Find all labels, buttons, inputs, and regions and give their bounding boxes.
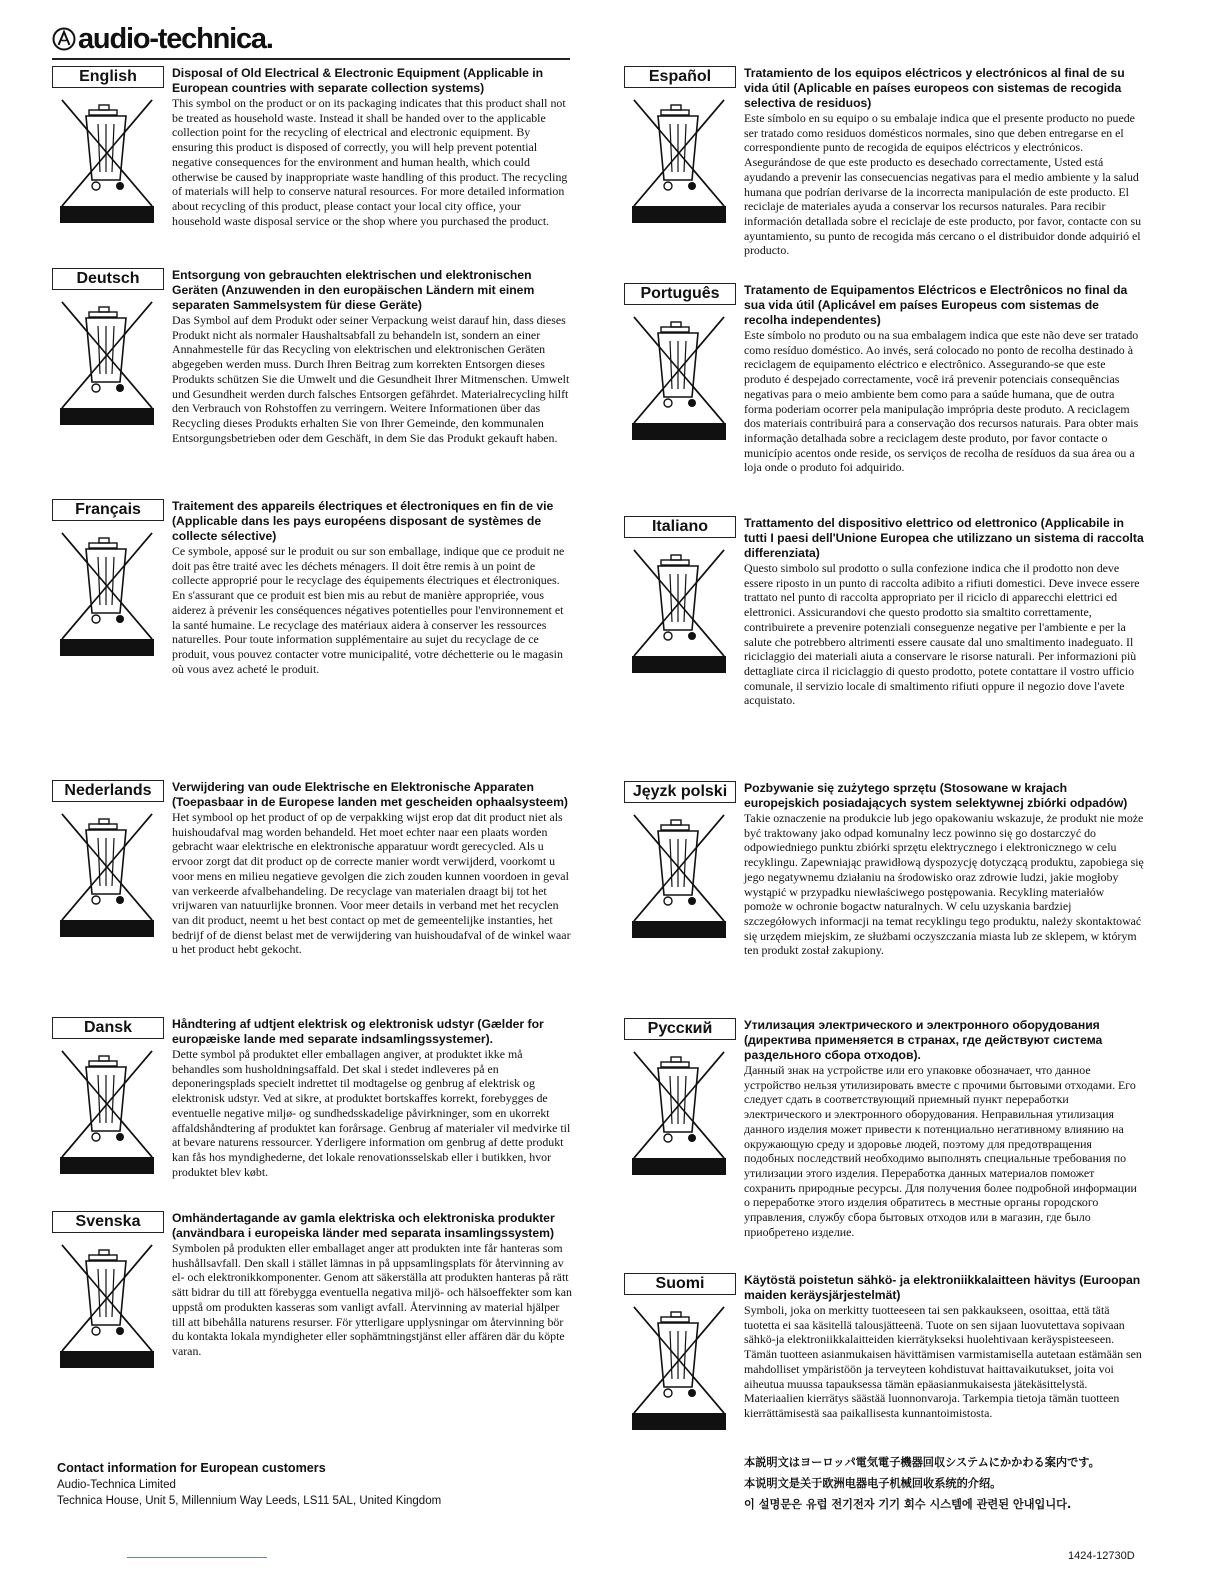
crossed-bin-icon: [58, 296, 156, 416]
crossed-bin-icon: [630, 1301, 728, 1421]
language-label: Jęyzk polski: [624, 781, 736, 803]
bin-underline-bar: [632, 206, 726, 223]
section-heading: Omhändertagande av gamla elektriska och elektroniska produkter (användbara i europeiska länder med separata insamlingssystem): [172, 1211, 555, 1240]
language-label: Suomi: [624, 1273, 736, 1295]
japanese-note: 本説明文はヨーロッパ電気電子機器回収システムにかかわる案内です。: [744, 1456, 1100, 1469]
language-label: Português: [624, 283, 736, 305]
section-body: Este símbolo no produto ou na sua embalagem indica que este não deve ser tratado como resíduo doméstico. Ao invés, será colocado no ponto de recolha destinado à reciclagem de equipamento eléctrico e electrônico. Assegurando-se que este produto é despejado correctamente, você irá prevenir potenciais consequências negativas para o meio ambiente bem como para a saúde humana, que de outra forma poderiam ocorrer pela manipulação imprópria deste produto. A reciclagem dos materiais contribuirá para a conservação dos recursos naturais. Para obter mais informação detalhada sobre a reciclagem deste produto, por favor contacte o município acentos onde reside, os serviços de recolha de resíduos da sua área ou a loja onde o produto foi adquirido.: [744, 328, 1139, 475]
language-label: Français: [52, 499, 164, 521]
language-label: Svenska: [52, 1211, 164, 1233]
brand-logo: audio-technica .: [52, 22, 274, 56]
section-heading: Disposal of Old Electrical & Electronic Equipment (Applicable in European countries with separate collection systems): [172, 66, 544, 95]
language-label: Dansk: [52, 1017, 164, 1039]
section-body: Ce symbole, apposé sur le produit ou sur son emballage, indique que ce produit ne doit pas être traité avec les déchets ménagers. Il doit être remis à un point de collecte approprié pour le recyclage des équipements électriques et électroniques. En s'assurant que ce produit est bien mis au rebut de manière appropriée, vous aiderez à prévenir les conséquences négatives potentielles pour l'environnement et la santé humaine. Le recyclage des matériaux aidera à conserver les ressources naturelles. Pour toute information supplémentaire au sujet du recyclage de ce produit, vous pouvez contacter votre municipalité, votre déchetterie ou le magasin où vous avez acheté le produit.: [172, 544, 565, 676]
section-body: Данный знак на устройстве или его упаковке обозначает, что данное устройство нельзя утилизировать вместе с прочими бытовыми отходами. Его следует сдать в соответствующий приемный пункт переработки электрического и электронного оборудования. Неправильная утилизация данного изделия может привести к потенциально негативному влиянию на окружающую среду и здоровье людей, поэтому для предотвращения подобных последствий необходимо выполнять специальные требования по утилизации этого изделия. Переработка данных материалов поможет сохранить природные ресурсы. Для получения более подробной информации о переработке этого изделия обратитесь в местные органы городского управления, службу сбора бытовых отходов или в магазин, где было приобретено изделие.: [744, 1063, 1137, 1239]
chinese-note: 本说明文是关于欧洲电器电子机械回收系统的介绍。: [744, 1477, 1002, 1490]
section-body: Das Symbol auf dem Produkt oder seiner Verpackung weist darauf hin, dass dieses Produkt nicht als normaler Haushaltsabfall zu behandeln ist, sondern an einer Annahmestelle für das Recycling von elektrischen und elektronischen Geräten abgegeben werden muss. Durch Ihren Beitrag zum korrekten Entsorgen dieses Produkts schützen Sie die Umwelt und die Gesundheit Ihrer Mitmenschen. Umwelt und Gesundheit werden durch falsches Entsorgen gefährdet. Materialrecycling hilft den Verbrauch von Rohstoffen zu verringern. Weitere Informationen über das Recycling dieses Produkts erhalten Sie von Ihrer Gemeinde, den kommunalen Entsorgungsbetrieben oder dem Geschäft, in dem Sie das Produkt gekauft haben.: [172, 313, 570, 445]
language-label: Español: [624, 66, 736, 88]
crossed-bin-icon: [630, 1046, 728, 1166]
bin-underline-bar: [60, 408, 154, 425]
bin-underline-bar: [632, 423, 726, 440]
section-heading: Tratamento de Equipamentos Eléctricos e Electrônicos no final da sua vida útil (Aplicável em países Europeus com sistemas de recolha independentes): [744, 283, 1128, 327]
section-heading: Trattamento del dispositivo elettrico od elettronico (Applicabile in tutti I paesi dell'Unione Europea che utilizzano un sistema di raccolta differenziata): [744, 516, 1144, 560]
crossed-bin-icon: [58, 527, 156, 647]
section-heading: Entsorgung von gebrauchten elektrischen und elektronischen Geräten (Anzuwenden in den europäischen Ländern mit einem separaten Sammelsystem für diese Geräte): [172, 268, 535, 312]
section-heading: Traitement des appareils électriques et électroniques en fin de vie (Applicable dans les pays européens disposant de systèmes de collecte sélective): [172, 499, 554, 543]
section-body: This symbol on the product or on its packaging indicates that this product shall not be treated as household waste. Instead it shall be handed over to the applicable collection point for the recycling of electrical and electronic equipment. By ensuring this product is disposed of correctly, you will help prevent potential negative consequences for the environment and human health, which could otherwise be caused by inappropriate waste handling of this product. The recycling of materials will help to conserve natural resources. For more detailed information about recycling of this product, please contact your local city office, your household waste disposal service or the shop where you purchased the product.: [172, 96, 568, 228]
section-heading: Verwijdering van oude Elektrische en Elektronische Apparaten (Toepasbaar in de Europese landen met gescheiden ophaalsysteem): [172, 780, 568, 809]
cjk-notes: [744, 1452, 1164, 1515]
section-body: Questo simbolo sul prodotto o sulla confezione indica che il prodotto non deve essere riposto in un punto di raccolta adibito a rifiuti domestici. Deve invece essere trattato nel punto di raccolta appropriato per il riciclo di apparecchi elettrici ed elettronici. Assicurandovi che questo prodotto sia smaltito correttamente, contribuirete a prevenire potenziali conseguenze negative per l'ambiente e per la salute che potrebbero altrimenti essere causate dal uno smaltimento inadeguato. Il riciclaggio dei materiali aiuta a conservare le risorse naturali. Per informazioni più dettagliate circa il riciclaggio di questo prodotto, potete contattare il vostro ufficio comunale, il servizio locale di smaltimento rifiuti oppure il negozio dove l'avete acquistato.: [744, 561, 1140, 708]
crossed-bin-icon: [630, 544, 728, 664]
brand-name: audio-technica: [78, 23, 266, 55]
korean-note: 이 설명문은 유럽 전기전자 기기 회수 시스템에 관련된 안내입니다.: [744, 1498, 1072, 1511]
crossed-bin-icon: [58, 1239, 156, 1359]
section-body: Este símbolo en su equipo o su embalaje indica que el presente producto no puede ser tratado como residuos domésticos normales, sino que deben entregarse en el correspondiente punto de recogida de equipos eléctricos y electrónicos. Asegurándose de que este producto es desechado correctamente, Usted está ayudando a prevenir las consecuencias negativas para el medio ambiente y la salud humana que podrían derivarse de la incorrecta manipulación de este producto. El reciclaje de materiales ayuda a conservar los recursos naturales. Para recibir información detallada sobre el reciclaje de este producto, por favor, contacte con su ayuntamiento, su punto de recogida más cercano o el distribuidor donde adquirió el producto.: [744, 111, 1142, 258]
language-label: English: [52, 66, 164, 88]
contact-company: Audio-Technica Limited: [57, 1479, 176, 1491]
section-heading: Tratamiento de los equipos eléctricos y electrónicos al final de su vida útil (Aplicable en países europeos con sistemas de recogida selectiva de residuos): [744, 66, 1125, 110]
bin-underline-bar: [60, 920, 154, 937]
crossed-bin-icon: [630, 809, 728, 929]
language-label: Nederlands: [52, 780, 164, 802]
crossed-bin-icon: [630, 94, 728, 214]
section-body: Het symbool op het product of op de verpakking wijst erop dat dit product niet als huishoudafval mag worden behandeld. Het moet echter naar een plaats worden gebracht waar elektrische en elektronische apparatuur wordt gerecycled. Als u ervoor zorgt dat dit product op de correcte manier wordt verwijderd, voorkomt u voor mens en milieu negatieve gevolgen die zich zouden kunnen voordoen in geval van verkeerde afvalbehandeling. De recyclage van materialen draagt bij tot het vrijwaren van natuurlijke bronnen. Voor meer details in verband met het recyclen van dit product, neemt u het best contact op met de gemeentelijke instanties, het bedrijf of de dienst belast met de verwijdering van huishoudafval of de winkel waar u het product hebt gekocht.: [172, 810, 571, 957]
contact-address: Technica House, Unit 5, Millennium Way Leeds, LS11 5AL, United Kingdom: [57, 1495, 442, 1507]
section-heading: Pozbywanie się zużytego sprzętu (Stosowane w krajach europejskich posiadających system selektywnej zbiórki odpadów): [744, 781, 1128, 810]
crossed-bin-icon: [58, 1045, 156, 1165]
section-heading: Käytöstä poistetun sähkö- ja elektroniikkalaitteen hävitys (Euroopan maiden keräysjärjestelmät): [744, 1273, 1141, 1302]
language-label: Русский: [624, 1018, 736, 1040]
contact-block: [57, 1460, 537, 1509]
document-code: 1424-12730D: [1068, 1550, 1135, 1562]
bin-underline-bar: [60, 639, 154, 656]
bin-underline-bar: [632, 656, 726, 673]
section-body: Symbolen på produkten eller emballaget anger att produkten inte får hanteras som hushållsavfall. Den skall i stället lämnas in på uppsamlingsplats för återvinning av el- och elektronikkomponenter. Genom att säkerställa att produkten hanteras på rätt sätt bidrar du till att förebygga eventuella negativa miljö- och hälsoeffekter som kan uppstå om produkten kasseras som vanligt avfall. Återvinning av material hjälper till att bibehålla naturens resurser. För ytterligare upplysningar om återvinning bör du kontakta lokala myndigheter eller sophämtningstjänst eller affären där du köpte varan.: [172, 1241, 572, 1358]
section-body: Symboli, joka on merkitty tuotteeseen tai sen pakkaukseen, osoittaa, että tätä tuotetta ei saa käsitellä talousjätteenä. Tuote on sen sijaan luovutettava sopivaan sähkö-ja elektroniikkalaitteiden kierrätykseksi huolehtivaan keräyspisteeseen. Tämän tuotteen asianmukaisen hävittämisen varmistamisella autetaan estämään sen mahdolliset ympäristöön ja terveyteen kohdistuvat haittavaikutukset, joita voi aiheutua muussa tapauksessa tämän epäasianmukaisesta jätekäsittelystä. Materiaalien kierrätys säästää luonnonvaroja. Tarkempia tietoja tämän tuotteen kierrättämisestä saa paikallisesta kunnantoimistosta.: [744, 1303, 1142, 1420]
section-heading: Håndtering af udtjent elektrisk og elektronisk udstyr (Gælder for europæiske lande med separate indsamlingssystemer).: [172, 1017, 544, 1046]
crossed-bin-icon: [58, 808, 156, 928]
crossed-bin-icon: [630, 311, 728, 431]
bin-underline-bar: [632, 1413, 726, 1430]
header-rule: [52, 58, 570, 60]
bin-underline-bar: [60, 206, 154, 223]
bin-underline-bar: [60, 1351, 154, 1368]
footer-link-line: [127, 1557, 267, 1558]
bin-underline-bar: [632, 1158, 726, 1175]
crossed-bin-icon: [58, 94, 156, 214]
section-body: Takie oznaczenie na produkcie lub jego opakowaniu wskazuje, że produkt nie może być traktowany jako odpad komunalny lecz powinno się go dostarczyć do odpowiedniego punktu zbiórki sprzętu elektrycznego i elektronicznego w celu recyklingu. Zapewniając prawidłową dyspozycję dotyczącą produktu, zapobiega się jego negatywnemu działaniu na środowisko oraz zdrowie ludzi, jakie mogłoby wystąpić w przypadku niewłaściwego postępowania. Recykling materiałów pomoże w ochronie bogactw naturalnych. W celu uzyskania bardziej szczegółowych informacji na temat recyklingu tego produktu, należy skontaktować się urzędem miejskim, ze służbami oczyszczania miasta lub ze sklepem, w którym ten produkt został zakupiony.: [744, 811, 1144, 958]
audio-technica-logo-icon: [52, 27, 76, 51]
section-heading: Утилизация электрического и электронного оборудования (директива применяется в странах, где действуют система раздельного сбора отходов).: [744, 1018, 1103, 1062]
section-body: Dette symbol på produktet eller emballagen angiver, at produktet ikke må behandles som husholdningsaffald. Det skal i stedet indleveres på en deponeringsplads specielt indrettet til modtagelse og genbrug af elektrisk og elektronisk udstyr. Ved at sikre, at produktet bortskaffes korrekt, forebygges de eventuelle negative miljø- og sundhedsskadelige påvirkninger, som en ukorrekt affaldshåndtering af produktet kan forårsage. Genbrug af materialer vil medvirke til at bevare naturens ressourcer. Yderligere information om genbrug af dette produkt kan fås hos myndighederne, det lokale renovationsselskab eller i butikken, hvor produktet blev købt.: [172, 1047, 571, 1179]
bin-underline-bar: [60, 1157, 154, 1174]
language-label: Italiano: [624, 516, 736, 538]
bin-underline-bar: [632, 921, 726, 938]
contact-title: Contact information for European customers: [57, 1461, 326, 1475]
language-label: Deutsch: [52, 268, 164, 290]
